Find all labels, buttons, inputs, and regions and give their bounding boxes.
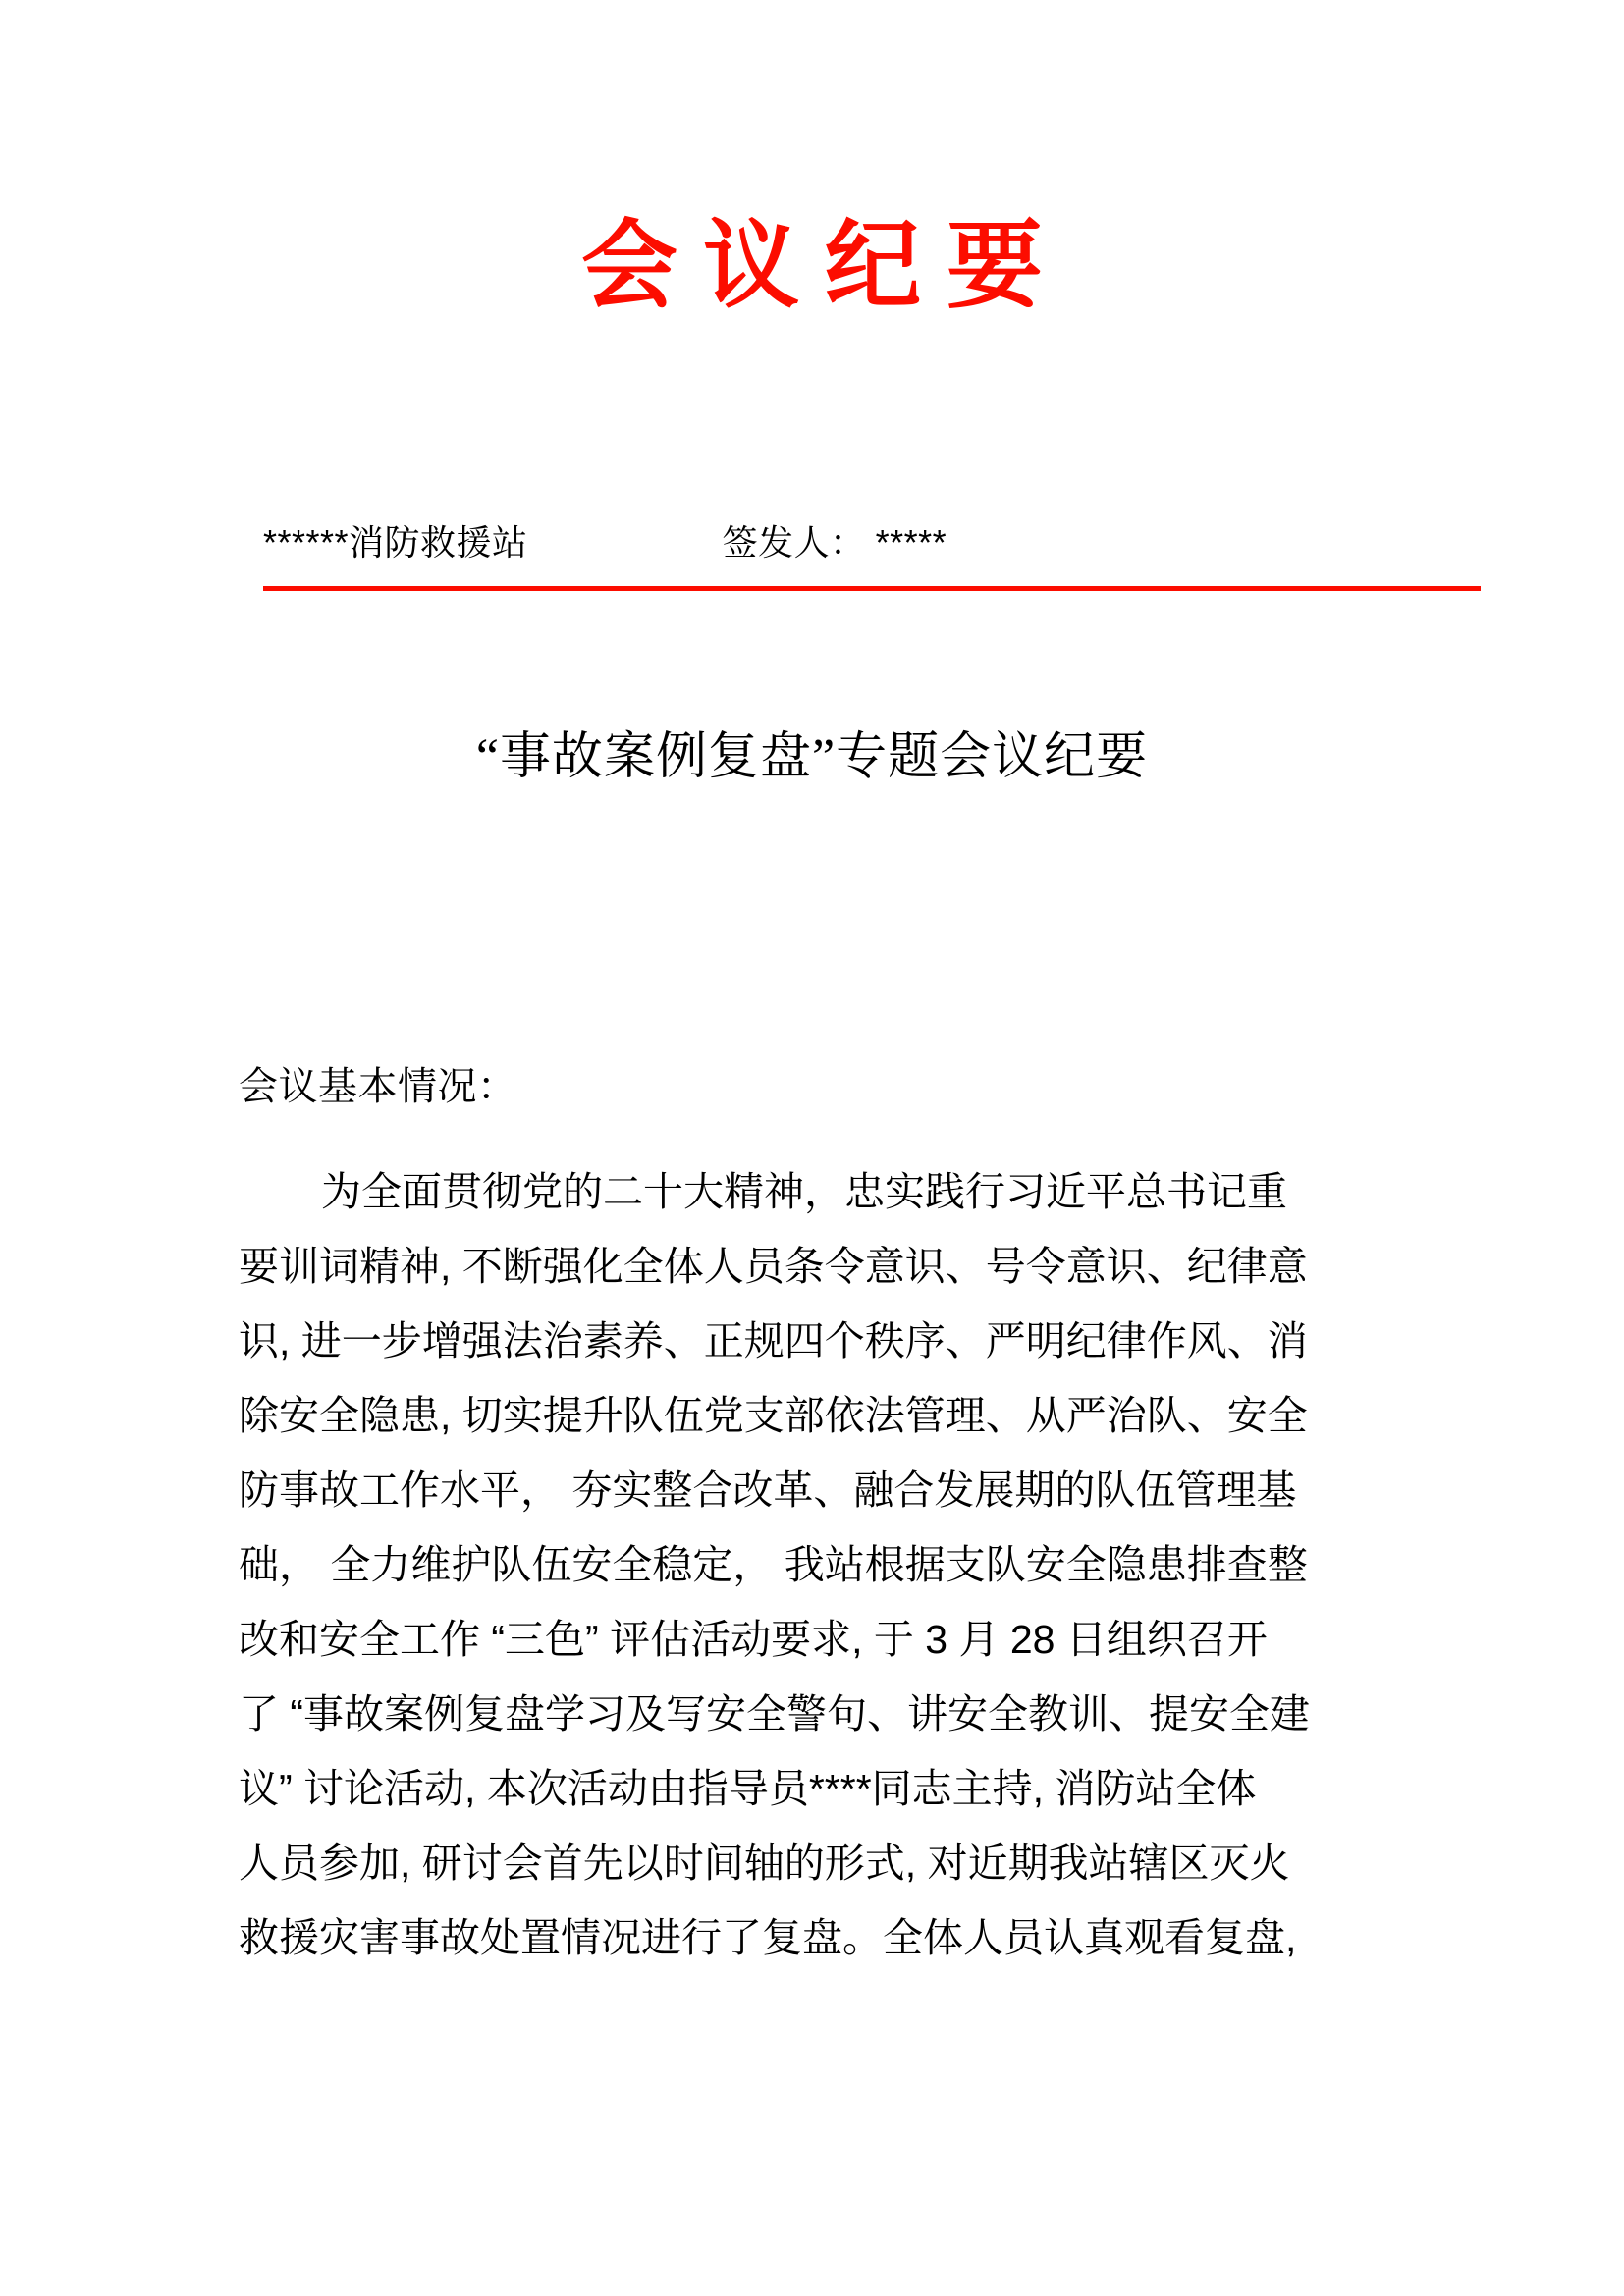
body-line: 础， 全力维护队伍安全稳定， 我站根据支队安全隐患排查整 bbox=[239, 1542, 1308, 1587]
masthead bbox=[0, 208, 1624, 322]
section-heading-meeting-overview: 会议基本情况： bbox=[239, 1065, 517, 1108]
document-subtitle: “事故案例复盘”专题会议纪要 bbox=[475, 729, 1149, 785]
document-body bbox=[239, 1058, 1387, 1975]
red-separator-rule bbox=[263, 586, 1481, 591]
body-line: 防事故工作水平， 夯实整合改革、融合发展期的队伍管理基 bbox=[239, 1468, 1297, 1513]
body-line: 识, 进一步增强法治素养、正规四个秩序、严明纪律作风、消 bbox=[239, 1318, 1308, 1363]
document-header-row bbox=[263, 517, 1363, 568]
body-line: 为全面贯彻党的二十大精神，忠实践行习近平总书记重 bbox=[321, 1169, 1287, 1214]
issuer-name: ******消防救援站 bbox=[263, 522, 528, 562]
body-line: 救援灾害事故处置情况进行了复盘。全体人员认真观看复盘, bbox=[239, 1915, 1297, 1960]
body-line: 了 “事故案例复盘学习及写安全警句、讲安全教训、提安全建 bbox=[239, 1691, 1311, 1736]
body-line: 议” 讨论活动, 本次活动由指导员****同志主持, 消防站全体 bbox=[239, 1766, 1257, 1811]
signer-label: 签发人： bbox=[722, 522, 866, 562]
body-line: 人员参加, 研讨会首先以时间轴的形式, 对近期我站辖区灭火 bbox=[239, 1841, 1290, 1886]
body-line: 改和安全工作 “三色” 评估活动要求, 于 3 月 28 日组织召开 bbox=[239, 1617, 1268, 1662]
body-line: 要训词精神, 不断强化全体人员条令意识、号令意识、纪律意 bbox=[239, 1244, 1308, 1289]
body-line: 除安全隐患, 切实提升队伍党支部依法管理、从严治队、安全 bbox=[239, 1393, 1308, 1438]
signer-group bbox=[723, 517, 947, 568]
signer-value: ***** bbox=[875, 522, 947, 562]
page-title: 会议纪要 bbox=[580, 211, 1068, 319]
